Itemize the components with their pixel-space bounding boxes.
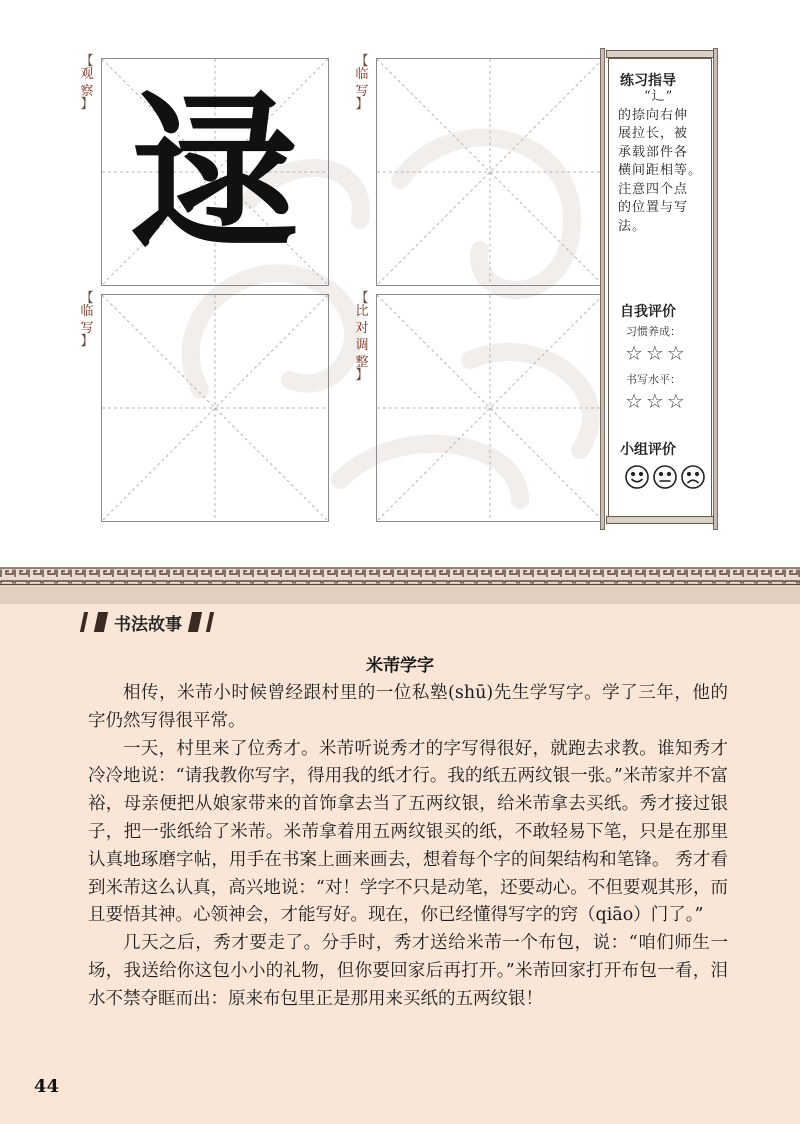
guide-text: “辶” 的捺向右伸 展拉长，被 承载部件各 横间距相等。 注意四个点 的位置与写 法。 [618, 89, 703, 234]
compare-grid[interactable] [376, 294, 604, 522]
copy-label-top: 【 临 写 】 [355, 54, 369, 112]
writing-label: 书写水平： [626, 373, 681, 386]
compare-label: 【 比 对 调 整 】 [355, 291, 369, 383]
story-section-header [78, 609, 218, 635]
copy-grid-bottom[interactable] [101, 294, 329, 522]
observe-label: 【 观 察 】 [80, 54, 94, 112]
header-bar-left-thick [94, 612, 108, 632]
story-body [88, 680, 728, 1014]
fret-border-band [0, 565, 800, 605]
header-bar-right [206, 612, 214, 632]
story-paragraph: 相传，米芾小时候曾经跟村里的一位私塾(shū)先生学写字。学了三年，他的字仍然写得很平常。 [88, 683, 728, 731]
observe-grid [101, 58, 329, 286]
scroll-rod-left [600, 48, 605, 530]
group-eval-title: 小组评价 [620, 442, 676, 458]
story-paragraph: 几天之后，秀才要走了。分手时，秀才送给米芾一个布包，说：“咱们师生一场，我送给你这包小小的礼物，但你要回家后再打开。”米芾回家打开布包一看，泪水不禁夺眶而出：原来布包里正是那用来买纸的五两纹银！ [88, 933, 728, 1009]
guide-title: 练习指导 [620, 73, 676, 89]
page-number: 44 [34, 1076, 60, 1097]
model-character: 逯 [131, 73, 299, 271]
group-eval-faces [624, 463, 706, 495]
happy-face-icon[interactable] [626, 466, 648, 488]
copy-label-bottom: 【 临 写 】 [80, 291, 94, 349]
neutral-face-icon[interactable] [654, 466, 676, 488]
header-bar-right-thick [188, 612, 202, 632]
header-bar-left [80, 612, 88, 632]
story-title: 米芾学字 [366, 656, 434, 676]
habit-label: 习惯养成： [626, 325, 681, 338]
self-eval-title: 自我评价 [620, 304, 676, 320]
writing-star-rating[interactable]: ☆☆☆ [625, 389, 688, 413]
scroll-cap-bottom [606, 516, 714, 524]
habit-star-rating[interactable]: ☆☆☆ [625, 341, 688, 365]
story-paragraph: 一天，村里来了位秀才。米芾听说秀才的字写得很好，就跑去求教。谁知秀才冷冷地说：“请我教你写字，得用我的纸才行。我的纸五两纹银一张。”米芾家并不富裕，母亲便把从娘家带来的首饰拿去当了五两纹银，给米芾拿去买纸。秀才接过银子，把一张纸给了米芾。米芾拿着用五两纹银买的纸，不敢轻易下笔，只是在那里认真地琢磨字帖，用手在书案上画来画去，想着每个字的间架结构和笔锋。 秀才看到米芾这么认真，高兴地说：“对！学字不只是动笔，还要动心。不但要观其形，而且要悟其神。心领神会，才能写好。现在，你已经懂得写字的窍（qiāo）门了。” [88, 738, 728, 926]
scroll-cap-top [606, 50, 714, 58]
sad-face-icon[interactable] [682, 466, 704, 488]
copy-grid-top[interactable] [376, 58, 604, 286]
story-section-label: 书法故事 [114, 614, 182, 635]
